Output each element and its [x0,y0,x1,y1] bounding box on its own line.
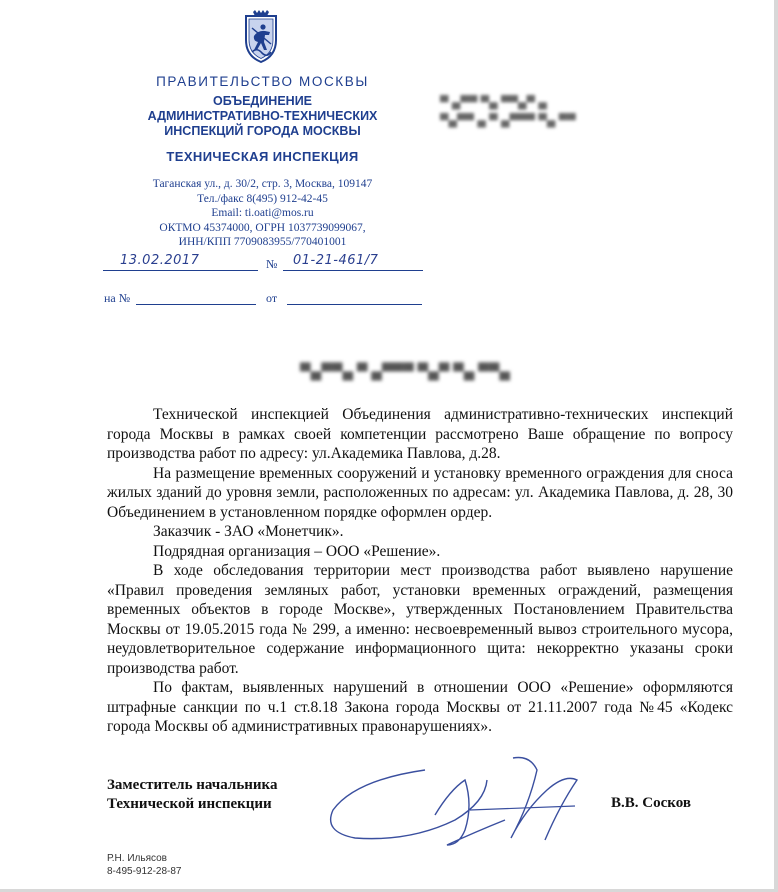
government-title: ПРАВИТЕЛЬСТВО МОСКВЫ [156,74,369,89]
reference-underline [136,304,256,305]
paragraph: Заказчик - ЗАО «Монетчик». [153,523,344,540]
from-label: от [266,291,278,305]
paragraph: Технической инспекцией Объединения административно-технических инспекций города Москвы в рамках своей компетенции рассмотрено Ваше обращение по вопросу производства работ по адресу: ул.Академика Павлова, д.28. [107,406,733,462]
organization-name [100,94,425,139]
redacted-recipient-name: ▀▄▀▀▄ ▀ ▄▀▀▀ ▀▄▀ ▀▄ ▀▀▄ [300,364,511,380]
organization-line: АДМИНИСТРАТИВНО-ТЕХНИЧЕСКИХ [147,109,378,123]
reference-label: на № [104,291,131,305]
department-name: ТЕХНИЧЕСКАЯ ИНСПЕКЦИЯ [166,149,359,164]
page-edge [774,0,778,892]
handwritten-signature [315,750,605,855]
number-underline [283,270,423,271]
date-underline [103,270,258,271]
executor-phone: 8-495-912-28-87 [107,866,182,877]
paragraph: По фактам, выявленных нарушений в отношении ООО «Решение» оформляются штрафные санкции по ч.1 ст.8.18 Закона города Москвы от 21.11.2007 года №45 «Кодекс города Москвы об административных правонарушениях». [107,679,733,735]
registration-date: 13.02.2017 [120,253,200,268]
paragraph: В ходе обследования территории мест производства работ выявлено нарушение «Правил проведения земляных работ, установки временных ограждений, размещения временных объектов в городе Москве», утвержденных Постановлением Правительства Москвы от 19.05.2015 года № 299, а именно: несвоевременный вывоз строительного мусора, неудовлетворительное содержание информационного щита: некорректно указаны сроки производства работ. [107,562,733,677]
contact-block [100,177,425,250]
contact-registry: ОКТМО 45374000, ОГРН 1037739099067, [159,221,366,234]
executor-info [107,852,182,878]
from-underline [287,304,422,305]
organization-line: ИНСПЕКЦИЙ ГОРОДА МОСКВЫ [164,124,361,138]
moscow-coat-of-arms-icon [240,10,282,64]
role-line: Технической инспекции [107,796,272,812]
role-line: Заместитель начальника [107,777,278,793]
letter-body [107,405,733,737]
executor-name: Р.Н. Ильясов [107,853,167,864]
signatory-role [107,776,277,814]
contact-email: Email: ti.oati@mos.ru [211,207,314,219]
contact-tax-id: ИНН/КПП 7709083955/770401001 [178,236,347,248]
number-label: № [266,257,278,271]
contact-phone: Тел./факс 8(495) 912-42-45 [197,192,328,205]
registration-number: 01-21-461/7 [293,253,379,268]
paragraph: На размещение временных сооружений и установку временного ограждения для сноса жилых зданий до уровня земли, расположенных по адресам: ул. Академика Павлова, д. 28, 30 Объединением в установленном порядке оформлен ордер. [107,464,733,521]
signatory-name: В.В. Сосков [611,795,691,811]
redacted-addressee: ▀ ▄▀▀ ▀▄ ▀▀▄▀ ▄ ▀▄▀▀ ▄ ▀ ▄▀▀▀ ▀▄ ▀▀ [440,95,576,127]
contact-address: Таганская ул., д. 30/2, стр. 3, Москва, 109147 [152,178,373,190]
paragraph: Подрядная организация – ООО «Решение». [153,542,441,560]
organization-line: ОБЪЕДИНЕНИЕ [212,94,313,108]
